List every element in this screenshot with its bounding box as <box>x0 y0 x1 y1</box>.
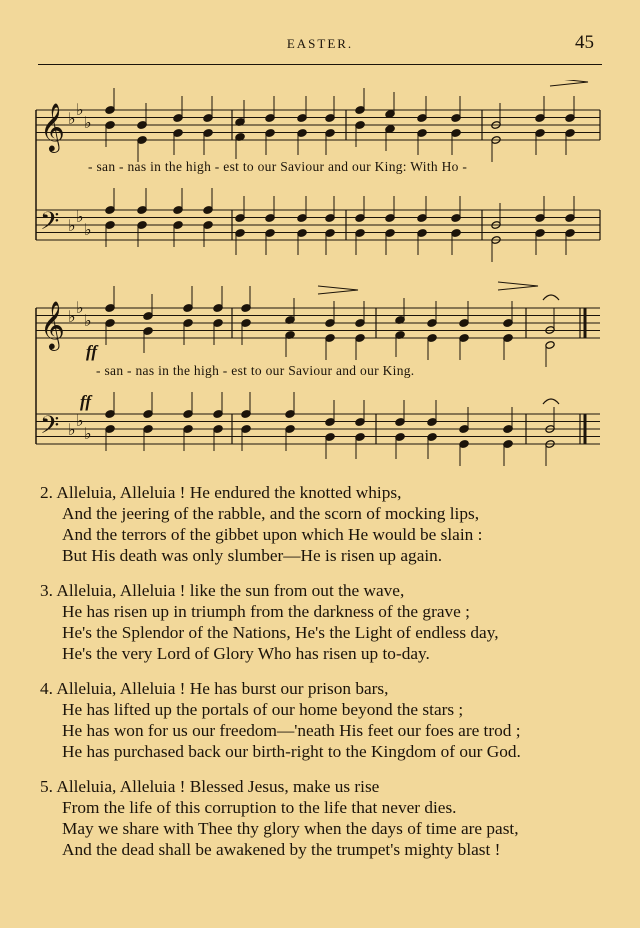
verse-line <box>40 776 620 797</box>
verse-line: From the life of this corruption to the life that never dies. <box>62 798 457 817</box>
flat-sign-icon: ♭ <box>84 424 92 443</box>
flat-sign-icon: ♭ <box>84 311 92 330</box>
verse-line <box>40 580 620 601</box>
verse-line: And the dead shall be awakened by the trumpet's mighty blast ! <box>62 840 501 859</box>
verse-number: 4. <box>40 679 53 698</box>
bass-clef-icon: 𝄢 <box>40 207 60 242</box>
flat-sign-icon: ♭ <box>68 109 76 128</box>
verse-number: 2. <box>40 483 53 502</box>
verse <box>40 580 620 664</box>
verse-line: He has won for us our freedom—'neath His feet our foes are trod ; <box>62 721 521 740</box>
verse <box>40 776 620 860</box>
fermata-icon <box>543 295 559 300</box>
dynamic-marking-treble: ff <box>86 342 98 361</box>
verse-line: He has risen up in triumph from the darkness of the grave ; <box>62 602 470 621</box>
verse-line: But His death was only slumber—He is risen up again. <box>62 546 443 565</box>
flat-sign-icon: ♭ <box>76 411 84 430</box>
fermata-icon <box>543 399 559 404</box>
flat-sign-icon: ♭ <box>84 220 92 239</box>
verse-line <box>40 482 620 503</box>
verse-number: 5. <box>40 777 53 796</box>
hymn-verses <box>40 482 620 874</box>
verse-line: He's the very Lord of Glory Who has risen up to-day. <box>62 644 430 663</box>
header-rule <box>38 64 602 65</box>
page-header <box>0 32 640 56</box>
page-number: 45 <box>575 32 594 53</box>
treble-clef-icon: 𝄞 <box>40 102 65 151</box>
verse-line-text: Alleluia, Alleluia ! like the sun from out the wave, <box>56 581 405 600</box>
verse-line <box>40 678 620 699</box>
verse-line-text: Alleluia, Alleluia ! He endured the knotted whips, <box>56 483 402 502</box>
running-title: EASTER. <box>286 36 354 51</box>
accent-marking <box>550 80 588 86</box>
lyric-line-1: - san - nas in the high - est to our Saviour and our King: With Ho - <box>88 159 468 174</box>
verse-line: May we share with Thee thy glory when the days of time are past, <box>62 819 519 838</box>
flat-sign-icon: ♭ <box>76 298 84 317</box>
accent-marking <box>318 286 358 294</box>
bass-clef-icon: 𝄢 <box>40 411 60 446</box>
accent-marking <box>498 282 538 290</box>
flat-sign-icon: ♭ <box>68 420 76 439</box>
verse <box>40 678 620 762</box>
verse-line: He's the Splendor of the Nations, He's the Light of endless day, <box>62 623 499 642</box>
verse-line-text: Alleluia, Alleluia ! Blessed Jesus, make us rise <box>56 777 380 796</box>
treble-clef-icon: 𝄞 <box>40 300 65 349</box>
flat-sign-icon: ♭ <box>68 216 76 235</box>
verse-line: And the terrors of the gibbet upon which He would be slain : <box>62 525 483 544</box>
lyric-line-2: - san - nas in the high - est to our Saviour and our King. <box>96 363 415 378</box>
music-notation-system-1 <box>0 80 640 270</box>
verse-line: He has purchased back our birth-right to the Kingdom of our God. <box>62 742 521 761</box>
verse-number: 3. <box>40 581 53 600</box>
dynamic-marking-bass: ff <box>80 392 92 411</box>
music-system-1 <box>0 80 640 270</box>
verse-line: And the jeering of the rabble, and the scorn of mocking lips, <box>62 504 480 523</box>
flat-sign-icon: ♭ <box>76 100 84 119</box>
verse <box>40 482 620 566</box>
music-system-2 <box>0 280 640 475</box>
flat-sign-icon: ♭ <box>68 307 76 326</box>
flat-sign-icon: ♭ <box>84 113 92 132</box>
flat-sign-icon: ♭ <box>76 207 84 226</box>
verse-line: He has lifted up the portals of our home beyond the stars ; <box>62 700 464 719</box>
verse-line-text: Alleluia, Alleluia ! He has burst our prison bars, <box>56 679 389 698</box>
